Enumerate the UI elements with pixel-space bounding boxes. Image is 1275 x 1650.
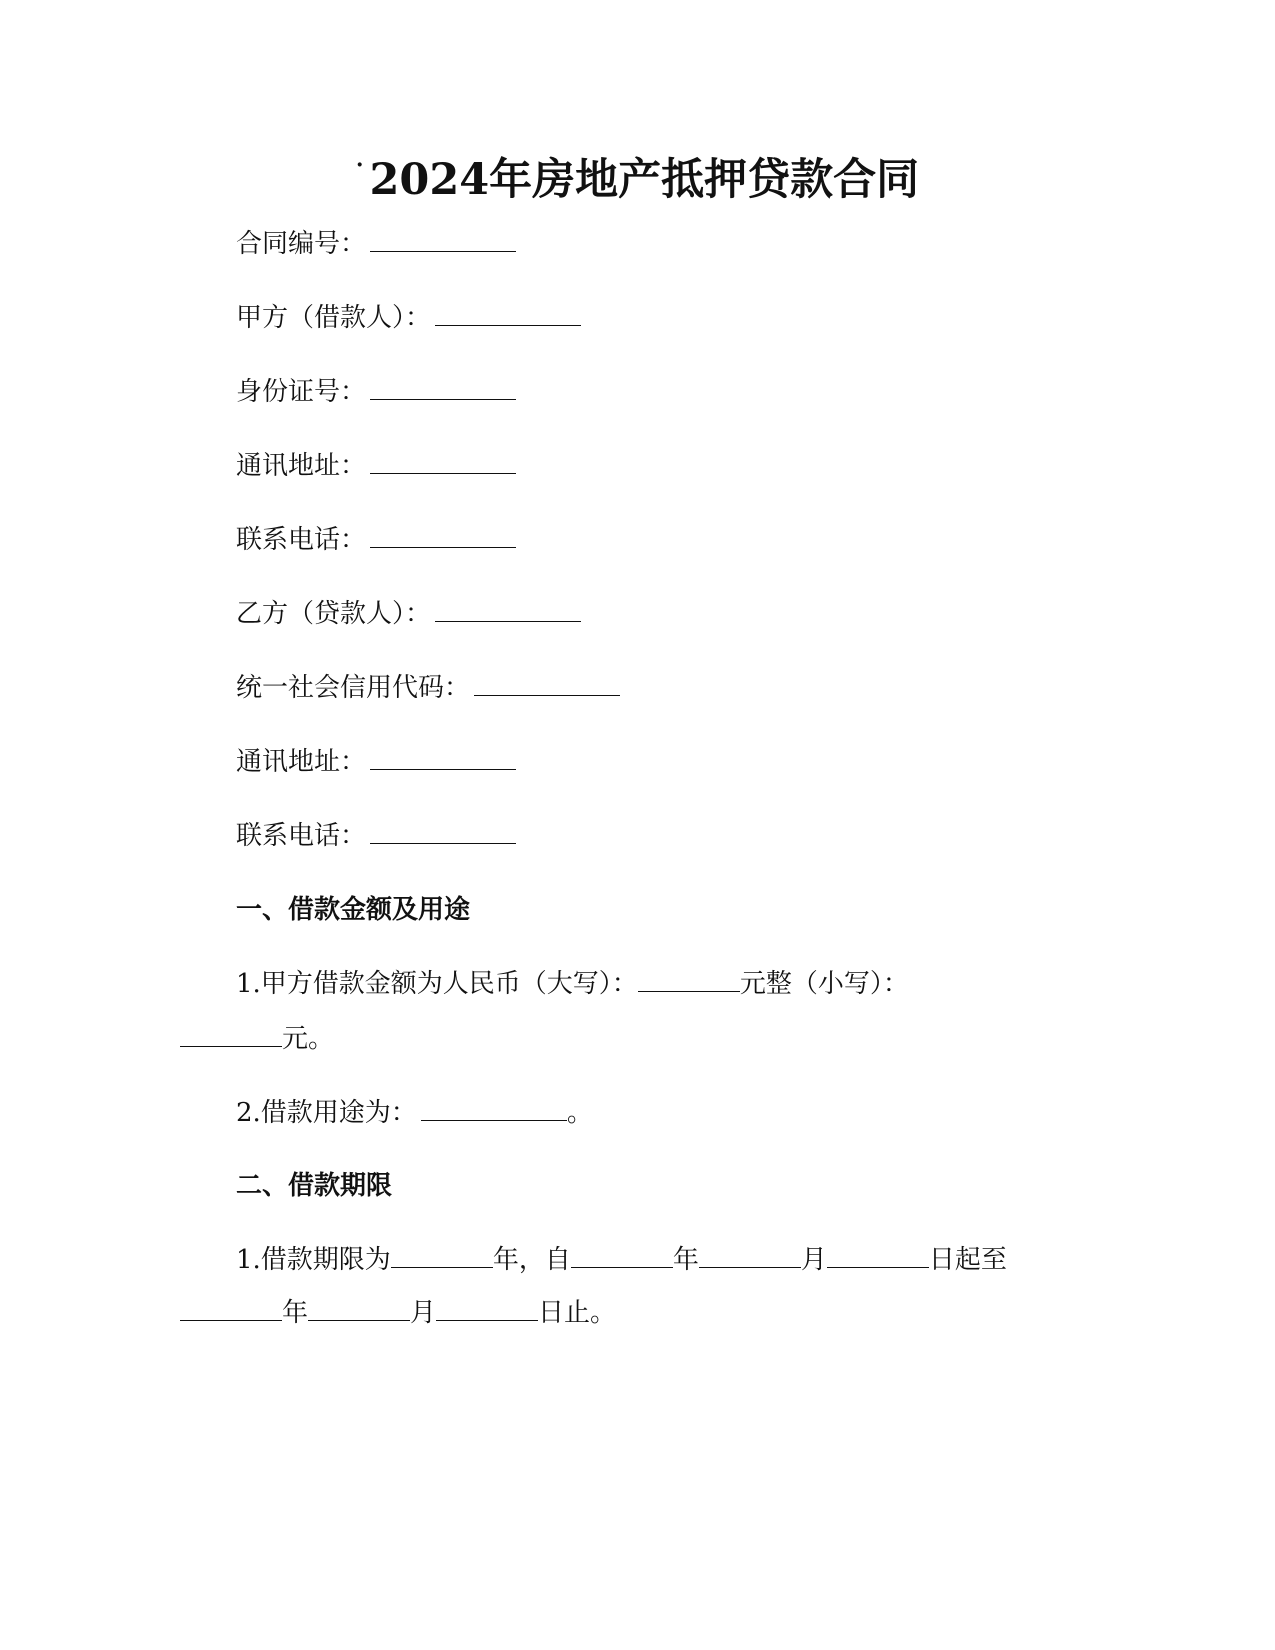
clause-text: 元整（小写）： <box>739 969 909 999</box>
title-mark: · <box>355 152 364 178</box>
purpose-blank[interactable] <box>421 1094 567 1121</box>
loan-term-line <box>236 1241 1007 1279</box>
field-label: 联系电话： <box>236 821 367 851</box>
field-label: 甲方（借款人）： <box>236 303 432 333</box>
clause-text: 年 <box>672 1245 699 1275</box>
start-day-blank[interactable] <box>827 1241 929 1268</box>
clause-text: 。 <box>566 1098 593 1128</box>
term-years-blank[interactable] <box>391 1241 493 1268</box>
field-party-a <box>236 299 581 337</box>
field-phone-a <box>236 521 516 559</box>
start-year-blank[interactable] <box>571 1241 673 1268</box>
amount-lowercase-blank[interactable] <box>180 1020 282 1047</box>
party-b-blank[interactable] <box>435 595 581 622</box>
clause-text: 2.借款用途为： <box>236 1098 417 1128</box>
field-label: 合同编号： <box>236 229 367 259</box>
amount-uppercase-blank[interactable] <box>638 965 740 992</box>
end-day-blank[interactable] <box>436 1294 538 1321</box>
clause-text: 年，自 <box>492 1245 571 1275</box>
address-a-blank[interactable] <box>370 447 516 474</box>
start-month-blank[interactable] <box>699 1241 801 1268</box>
field-address-a <box>236 447 516 485</box>
field-label: 通讯地址： <box>236 451 367 481</box>
loan-term-line-cont <box>180 1294 616 1332</box>
end-year-blank[interactable] <box>180 1294 282 1321</box>
field-label: 通讯地址： <box>236 747 367 777</box>
document-title <box>0 150 1275 210</box>
phone-a-blank[interactable] <box>370 521 516 548</box>
address-b-blank[interactable] <box>370 743 516 770</box>
id-no-blank[interactable] <box>370 373 516 400</box>
clause-text: 月 <box>410 1298 437 1328</box>
contract-no-blank[interactable] <box>370 225 516 252</box>
field-address-b <box>236 743 516 781</box>
loan-amount-line-cont <box>180 1020 334 1058</box>
clause-text: 年 <box>282 1298 309 1328</box>
loan-purpose-line <box>236 1094 593 1132</box>
field-id-no <box>236 373 516 411</box>
clause-text: 1.借款期限为 <box>236 1245 391 1275</box>
clause-text: 日止。 <box>538 1298 617 1328</box>
clause-text: 元。 <box>282 1024 335 1054</box>
field-label: 乙方（贷款人）： <box>236 599 432 629</box>
phone-b-blank[interactable] <box>370 817 516 844</box>
field-contract-no <box>236 225 516 263</box>
loan-amount-line <box>236 965 909 1003</box>
field-label: 身份证号： <box>236 377 367 407</box>
field-label: 联系电话： <box>236 525 367 555</box>
field-label: 统一社会信用代码： <box>236 673 471 703</box>
clause-text: 月 <box>800 1245 827 1275</box>
section-heading: 一、借款金额及用途 <box>236 895 471 925</box>
field-credit-code <box>236 669 620 707</box>
end-month-blank[interactable] <box>308 1294 410 1321</box>
clause-text: 日起至 <box>928 1245 1007 1275</box>
credit-code-blank[interactable] <box>474 669 620 696</box>
section-heading: 二、借款期限 <box>236 1171 393 1201</box>
clause-text: 1.甲方借款金额为人民币（大写）： <box>236 969 638 999</box>
party-a-blank[interactable] <box>435 299 581 326</box>
title-text: 2024年房地产抵押贷款合同 <box>369 155 920 205</box>
field-phone-b <box>236 817 516 855</box>
field-party-b <box>236 595 581 633</box>
